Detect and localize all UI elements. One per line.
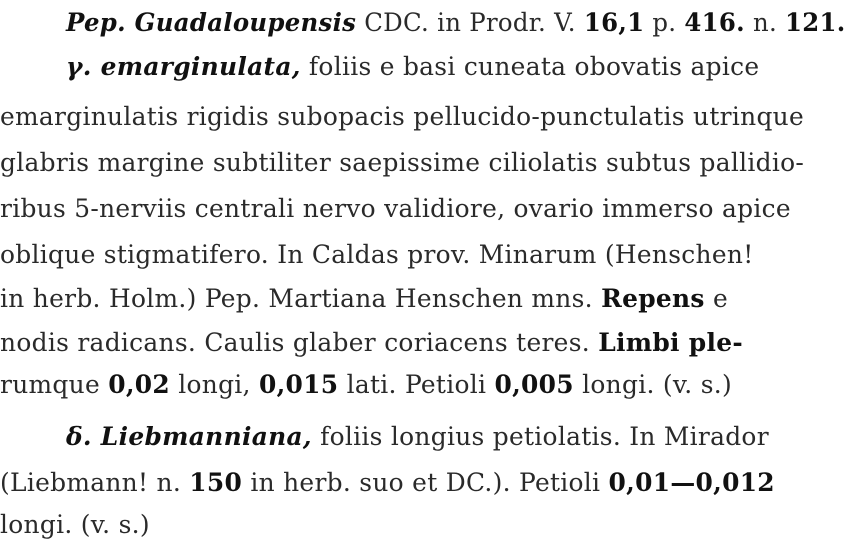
gamma-text-6b: Repens xyxy=(601,284,705,313)
gamma-text-2: emarginulatis rigidis subopacis pellucido-punctulatis utrinque xyxy=(0,102,805,131)
length-value: 0,02 xyxy=(108,370,171,399)
page-number: 416. xyxy=(684,8,745,37)
line-entry-head xyxy=(66,4,846,42)
variety-delta-label: δ. Liebmanniana, xyxy=(66,422,312,451)
gamma-text-8c: longi, xyxy=(170,370,259,399)
gamma-text-6a: in herb. Holm.) Pep. Martiana Henschen mns. xyxy=(0,284,602,313)
delta-text-3: longi. (v. s.) xyxy=(0,510,150,539)
line-gamma-2 xyxy=(0,98,846,136)
gamma-text-7b: Limbi ple- xyxy=(598,328,743,357)
delta-text-2a: (Liebmann! n. xyxy=(0,468,190,497)
gamma-text-6c: e xyxy=(704,284,728,313)
species-name: Pep. Guadaloupensis xyxy=(66,8,357,37)
line-gamma-3 xyxy=(0,144,846,182)
gamma-text-5: oblique stigmatifero. In Caldas prov. Minarum (Henschen! xyxy=(0,240,754,269)
variety-gamma-label: γ. emarginulata, xyxy=(66,52,301,81)
delta-text-1: foliis longius petiolatis. In Mirador xyxy=(311,422,769,451)
volume-number: 16,1 xyxy=(583,8,645,37)
line-gamma-4 xyxy=(0,190,846,228)
gamma-text-8g: longi. (v. s.) xyxy=(573,370,732,399)
gamma-text-8a: rumque xyxy=(0,370,109,399)
petiole-value: 0,005 xyxy=(494,370,574,399)
num-ref: n. xyxy=(744,8,786,37)
gamma-text-1: foliis e basi cuneata obovatis apice xyxy=(300,52,760,81)
petiole-range: 0,01—0,012 xyxy=(608,468,775,497)
line-gamma-6 xyxy=(0,280,846,318)
author-ref: CDC. in Prodr. V. xyxy=(356,8,584,37)
gamma-text-7a: nodis radicans. Caulis glaber coriacens teres. xyxy=(0,328,599,357)
line-gamma-5 xyxy=(0,236,846,274)
line-gamma-8 xyxy=(0,366,846,404)
gamma-text-3: glabris margine subtiliter saepissime ciliolatis subtus pallidio- xyxy=(0,148,805,177)
page-ref: p. xyxy=(644,8,685,37)
line-delta-2 xyxy=(0,464,846,502)
width-value: 0,015 xyxy=(258,370,339,399)
line-delta-3 xyxy=(0,506,846,544)
collection-number: 150 xyxy=(189,468,243,497)
species-number: 121. xyxy=(785,8,846,37)
delta-text-2c: in herb. suo et DC.). Petioli xyxy=(242,468,609,497)
line-gamma-7 xyxy=(0,324,846,362)
line-delta-1 xyxy=(66,418,846,456)
gamma-text-8e: lati. Petioli xyxy=(338,370,495,399)
gamma-text-4: ribus 5-nerviis centrali nervo validiore, ovario immerso apice xyxy=(0,194,791,223)
line-gamma-1 xyxy=(66,48,846,86)
